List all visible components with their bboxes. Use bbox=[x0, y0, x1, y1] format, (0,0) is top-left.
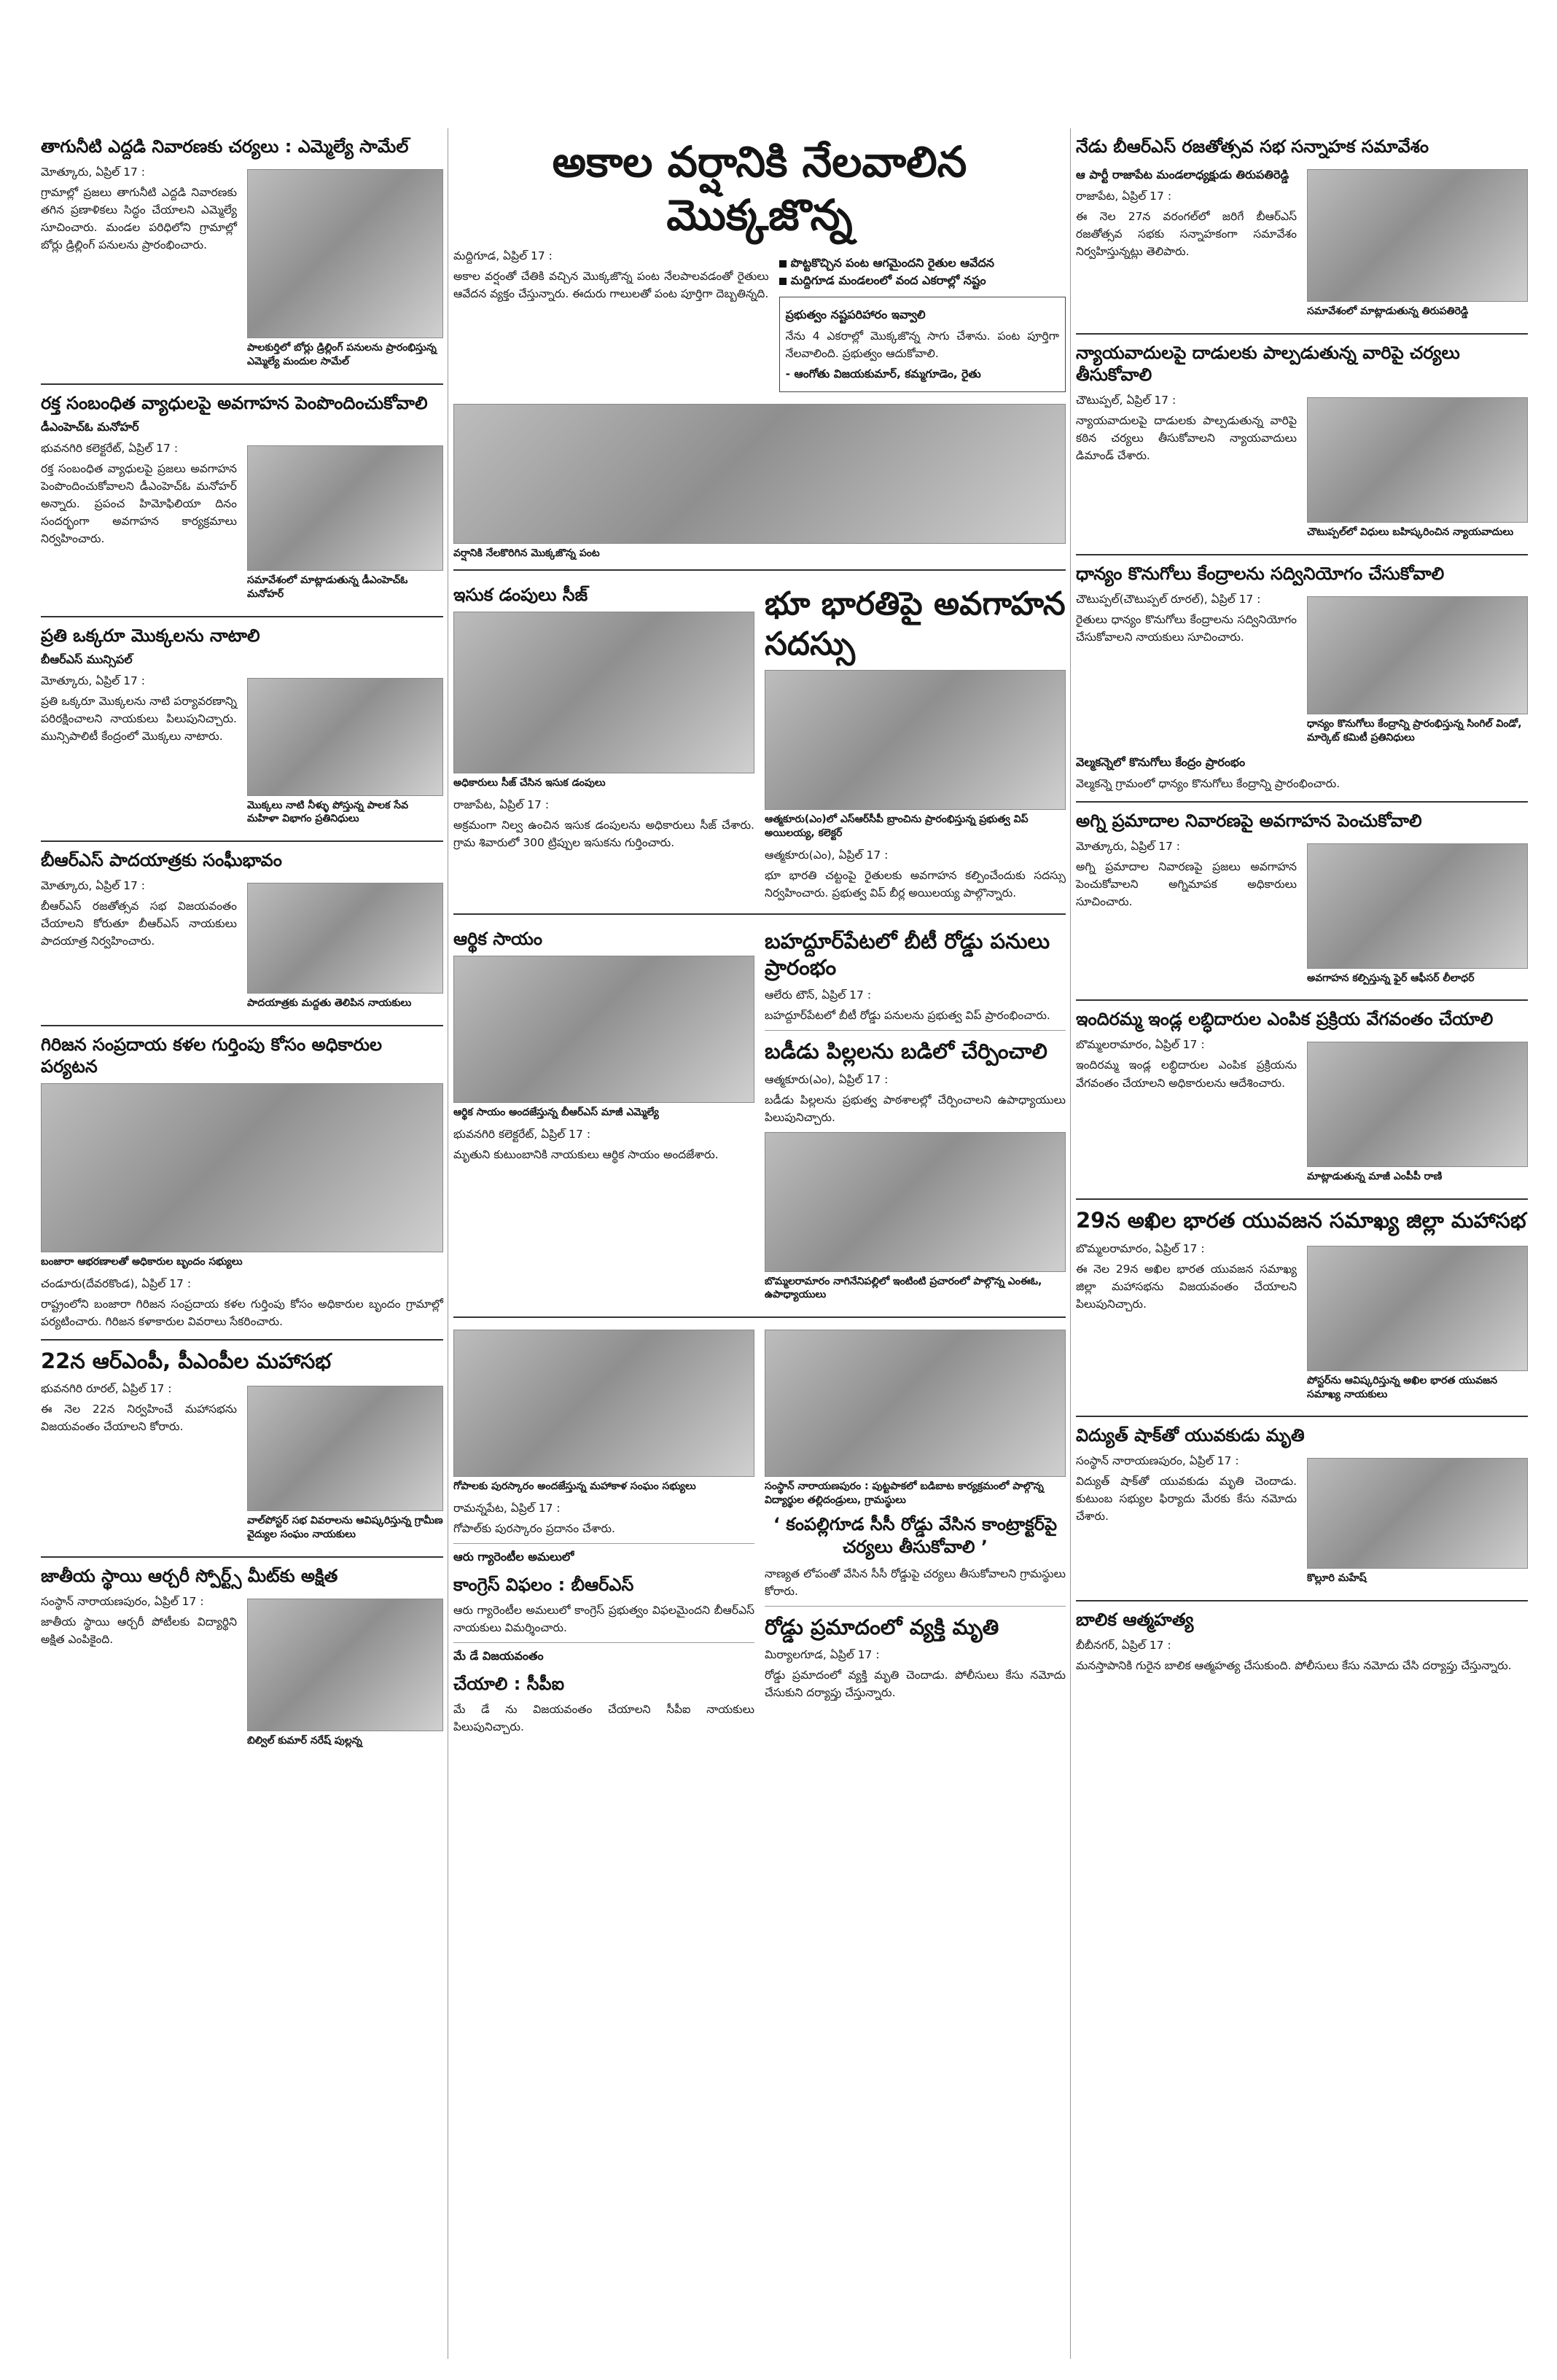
photo-caption: పాదయాత్రకు మద్దతు తెలిపిన నాయకులు bbox=[247, 997, 412, 1010]
headline: బహద్దూర్‌పేటలో బీటీ రోడ్డు పనులు ప్రారంభం bbox=[765, 928, 1050, 980]
article-grain-purchase bbox=[1076, 563, 1528, 792]
article-body: ప్రతి ఒక్కరూ మొక్కలను నాటి పర్యావరణాన్ని పరిరక్షించాలని నాయకులు పిలుపునిచ్చారు. మున్సిపాలిటీ కేంద్రంలో మొక్కలు నాటారు. bbox=[41, 694, 237, 743]
farmer-quote-box bbox=[779, 297, 1066, 392]
highlight-points bbox=[779, 254, 1066, 289]
dateline: ఆత్మకూరు(ఎం), ఏప్రిల్ 17 : bbox=[765, 848, 889, 862]
news-photo bbox=[1307, 397, 1528, 523]
headline: అగ్ని ప్రమాదాల నివారణపై అవగాహన పెంచుకోవాలి bbox=[1076, 810, 1422, 831]
dateline: భువనగిరి కలెక్టరేట్, ఏప్రిల్ 17 : bbox=[41, 441, 179, 455]
dateline: బొమ్మలరామారం, ఏప్రిల్ 17 : bbox=[1076, 1038, 1205, 1052]
headline: చేయాలి : సీపీఐ bbox=[453, 1674, 565, 1695]
photo-caption: కొల్లూరి మహేష్ bbox=[1307, 1572, 1367, 1585]
article-plant-trees bbox=[41, 625, 443, 832]
headline: రక్త సంబంధిత వ్యాధులపై అవగాహన పెంపొందించుకోవాలి bbox=[41, 392, 428, 413]
dateline: మోత్కూరు, ఏప్రిల్ 17 : bbox=[41, 165, 146, 179]
dateline: సంస్థాన్ నారాయణపురం, ఏప్రిల్ 17 : bbox=[1076, 1454, 1239, 1468]
article-advocates bbox=[1076, 342, 1528, 545]
article-body: ఇందిరమ్మ ఇండ్ల లబ్ధిదారుల ఎంపిక ప్రక్రియను వేగవంతం చేయాలని అధికారులను ఆదేశించారు. bbox=[1076, 1058, 1297, 1090]
news-photo bbox=[453, 404, 1066, 544]
headline: భూ భారతిపై అవగాహన సదస్సు bbox=[765, 585, 1066, 663]
headline: న్యాయవాదులపై దాడులకు పాల్పడుతున్న వారిపై చర్యలు తీసుకోవాలి bbox=[1076, 342, 1460, 385]
article-financial-help bbox=[453, 921, 754, 1308]
headline: ప్రతి ఒక్కరూ మొక్కలను నాటాలి bbox=[41, 625, 260, 646]
headline: 29న అఖిల భారత యువజన సమాఖ్య జిల్లా మహాసభ bbox=[1076, 1208, 1526, 1233]
article-archery bbox=[41, 1565, 443, 1754]
photo-caption: బొమ్మలరామారం నాగినేనిపల్లిలో ఇంటింటి ప్రచారంలో పాల్గొన్న ఎంఈఓ, ఉపాధ్యాయులు bbox=[765, 1275, 1042, 1301]
article-body: బడీడు పిల్లలను ప్రభుత్వ పాఠశాలల్లో చేర్పించాలని ఉపాధ్యాయులు పిలుపునిచ్చారు. bbox=[765, 1093, 1066, 1124]
photo-caption: వాల్‌పోస్టర్ సభ వివరాలను ఆవిష్కరిస్తున్న గ్రామీణ వైద్యుల సంఘం నాయకులు bbox=[247, 1515, 443, 1541]
dateline: రాజాపేట, ఏప్రిల్ 17 : bbox=[453, 797, 550, 811]
headline: కాంగ్రెస్ విఫలం : బీఆర్ఎస్ bbox=[453, 1575, 634, 1596]
headline: బడీడు పిల్లలను బడిలో చేర్పించాలి bbox=[765, 1039, 1047, 1064]
article-gopal-award bbox=[453, 1324, 754, 1739]
news-photo bbox=[1307, 1458, 1528, 1569]
article-body: బహద్దూర్‌పేటలో బీటీ రోడ్డు పనులను ప్రభుత్వ విప్ ప్రారంభించారు. bbox=[765, 1009, 1050, 1023]
news-photo bbox=[41, 1083, 443, 1252]
news-photo bbox=[247, 1599, 443, 1731]
article-body: రక్త సంబంధిత వ్యాధులపై ప్రజలు అవగాహన పెంపొందించుకోవాలని డీఎంహెచ్ఓ మనోహర్ అన్నారు. ప్రపంచ హిమోఫిలియా దినం సందర్భంగా అవగాహన కార్యక్రమాలు నిర్వహించారు. bbox=[41, 461, 237, 545]
bullet-icon bbox=[779, 260, 787, 268]
photo-caption: ధాన్యం కొనుగోలు కేంద్రాన్ని ప్రారంభిస్తున్న సింగిల్ విండో, మార్కెట్ కమిటీ ప్రతినిధులు bbox=[1307, 717, 1522, 744]
photo-caption: ఆత్మకూరు(ఎం)లో ఎస్ఆర్‌సీపీ బ్రాంచిను ప్రారంభిస్తున్న ప్రభుత్వ విప్ అయిలయ్య, కలెక్టర్ bbox=[765, 813, 1029, 839]
headline: ఆర్థిక సాయం bbox=[453, 928, 543, 949]
photo-caption: పాలకుర్తిలో బోర్లు డ్రిల్లింగ్ పనులను ప్రారంభిస్తున్న ఎమ్మెల్యే మందుల సామేల్ bbox=[247, 342, 437, 367]
headline: తాగునీటి ఎద్దడి నివారణకు చర్యలు : ఎమ్మెల్యే సామేల్ bbox=[41, 136, 409, 157]
center-row-4 bbox=[453, 1324, 1066, 1739]
photo-caption: మొక్కలు నాటి నీళ్ళు పోస్తున్న పాలక సేవ మహిళా విభాగం ప్రతినిధులు bbox=[247, 799, 409, 825]
article-electric-shock bbox=[1076, 1424, 1528, 1591]
left-column bbox=[41, 128, 443, 1754]
article-rmp-meeting bbox=[41, 1348, 443, 1548]
headline: ఇందిరమ్మ ఇండ్ల లబ్ధిదారుల ఎంపిక ప్రక్రియ వేగవంతం చేయాలి bbox=[1076, 1009, 1494, 1030]
article-body: మనస్తాపానికి గురైన బాలిక ఆత్మహత్య చేసుకుంది. పోలీసులు కేసు నమోదు చేసి దర్యాప్తు చేస్తున్నారు. bbox=[1076, 1659, 1512, 1673]
dateline: మోత్కూరు, ఏప్రిల్ 17 : bbox=[41, 879, 146, 893]
headline: రోడ్డు ప్రమాదంలో వ్యక్తి మృతి bbox=[765, 1614, 999, 1639]
photo-caption: చౌటుప్పల్‌లో విధులు బహిష్కరించిన న్యాయవాదులు bbox=[1307, 526, 1514, 538]
news-photo bbox=[1307, 1042, 1528, 1167]
article-body: అక్రమంగా నిల్వ ఉంచిన ఇసుక డంపులను అధికారులు సీజ్ చేశారు. గ్రామ శివారులో 300 ట్రిప్పుల ఇసుకను గుర్తించారు. bbox=[453, 818, 754, 849]
center-row-2 bbox=[453, 577, 1066, 905]
article-sansthan bbox=[765, 1324, 1066, 1739]
subheading: ప్రభుత్వం నష్టపరిహారం ఇవ్వాలి bbox=[785, 308, 926, 321]
dateline: చౌటుప్పల్, ఏప్రిల్ 17 : bbox=[1076, 393, 1176, 407]
column-divider bbox=[1070, 128, 1071, 2359]
lead-article-maize bbox=[453, 136, 1066, 561]
article-body: భూ భారతి చట్టంపై రైతులకు అవగాహన కల్పించేందుకు సదస్సు నిర్వహించారు. ప్రభుత్వ విప్ బీర్ల అయిలయ్య పాల్గొన్నారు. bbox=[765, 868, 1066, 900]
news-photo bbox=[247, 445, 443, 571]
article-body: న్యాయవాదులపై దాడులకు పాల్పడుతున్న వారిపై కఠిన చర్యలు తీసుకోవాలని న్యాయవాదులు డిమాండ్ చేశారు. bbox=[1076, 413, 1297, 462]
headline: నేడు బీఆర్ఎస్ రజతోత్సవ సభ సన్నాహక సమావేశం bbox=[1076, 136, 1429, 157]
article-body: వెల్మకన్నె గ్రామంలో ధాన్యం కొనుగోలు కేంద్రాన్ని ప్రారంభించారు. bbox=[1076, 776, 1341, 790]
photo-caption: అధికారులు సీజ్ చేసిన ఇసుక డంపులు bbox=[453, 776, 606, 789]
dateline: రామన్నపేట, ఏప్రిల్ 17 : bbox=[453, 1502, 561, 1515]
news-photo bbox=[1307, 596, 1528, 714]
article-girl-suicide bbox=[1076, 1609, 1528, 1674]
dateline: ఆలేరు టౌన్, ఏప్రిల్ 17 : bbox=[765, 988, 872, 1002]
center-row-3 bbox=[453, 921, 1066, 1308]
article-body: మృతుని కుటుంబానికి నాయకులు ఆర్థిక సాయం అందజేశారు. bbox=[453, 1147, 719, 1161]
article-body: గోపాల్‌కు పురస్కారం ప్రదానం చేశారు. bbox=[453, 1522, 615, 1536]
headline: 22న ఆర్ఎంపీ, పీఎంపీల మహాసభ bbox=[41, 1349, 332, 1374]
dateline: మోత్కూరు, ఏప్రిల్ 17 : bbox=[1076, 839, 1181, 853]
headline: విద్యుత్ షాక్‌తో యువకుడు మృతి bbox=[1076, 1425, 1305, 1446]
article-brs-padayatra bbox=[41, 849, 443, 1016]
article-body: నాణ్యత లోపంతో వేసిన సీసీ రోడ్డుపై చర్యలు తీసుకోవాలని గ్రామస్థులు కోరారు. bbox=[765, 1566, 1066, 1598]
article-indiramma-houses bbox=[1076, 1008, 1528, 1190]
article-tribal-arts bbox=[41, 1034, 443, 1330]
headline: జాతీయ స్థాయి ఆర్చరీ స్పోర్ట్స్ మీట్‌కు అక్షిత bbox=[41, 1566, 338, 1587]
article-sand-seized bbox=[453, 577, 754, 905]
dateline: బొమ్మలరామారం, ఏప్రిల్ 17 : bbox=[1076, 1241, 1205, 1255]
article-body: బీఆర్ఎస్ రజతోత్సవ సభ విజయవంతం చేయాలని కోరుతూ బీఆర్ఎస్ నాయకులు పాదయాత్ర నిర్వహించారు. bbox=[41, 900, 237, 948]
headline: బీఆర్ఎస్ పాదయాత్రకు సంఘీభావం bbox=[41, 850, 282, 871]
news-photo bbox=[247, 678, 443, 796]
news-photo bbox=[1307, 1246, 1528, 1371]
news-photo bbox=[247, 883, 443, 994]
article-body: ఈ నెల 29న అఖిల భారత యువజన సమాఖ్య జిల్లా మహాసభను విజయవంతం చేయాలని పిలుపునిచ్చారు. bbox=[1076, 1262, 1297, 1311]
article-water-scarcity bbox=[41, 136, 443, 375]
photo-caption: సంస్థాన్ నారాయణపురం : పుట్టపాకలో బడిబాట కార్యక్రమంలో పాల్గొన్న విద్యార్థుల తల్లిదండ్రులు, గ్రామస్థులు bbox=[765, 1480, 1044, 1507]
article-body: రోడ్డు ప్రమాదంలో వ్యక్తి మృతి చెందాడు. పోలీసులు కేసు నమోదు చేసుకుని దర్యాప్తు చేస్తున్నారు. bbox=[765, 1668, 1066, 1699]
dateline: బీబీనగర్, ఏప్రిల్ 17 : bbox=[1076, 1639, 1171, 1653]
photo-caption: వర్షానికి నేలకొరిగిన మొక్కజొన్న పంట bbox=[453, 547, 600, 560]
photo-caption: సమావేశంలో మాట్లాడుతున్న తిరుపతిరెడ్డి bbox=[1307, 305, 1469, 317]
photo-caption: మాట్లాడుతున్న మాజీ ఎంపీపీ రాణి bbox=[1307, 1171, 1443, 1183]
article-body: గ్రామాల్లో ప్రజలు తాగునీటి ఎద్దడి నివారణకు తగిన ప్రణాళికలు సిద్ధం చేయాలని ఎమ్మెల్యే సూచించారు. మండల పరిధిలోని గ్రామాల్లో బోర్లు డ్రిల్లింగ్ పనులను ప్రారంభించారు. bbox=[41, 186, 237, 252]
byline: డీఎంహెచ్ఓ మనోహర్ bbox=[41, 419, 139, 434]
photo-caption: గోపాలకు పురస్కారం అందజేస్తున్న మహాకాళ సంఘం సభ్యులు bbox=[453, 1480, 696, 1493]
dateline: మిర్యాలగూడ, ఏప్రిల్ 17 : bbox=[765, 1647, 880, 1661]
byline: బీఆర్ఎస్ మున్సిపల్ bbox=[41, 652, 133, 666]
article-body: ఈ నెల 22న నిర్వహించే మహాసభను విజయవంతం చేయాలని కోరారు. bbox=[41, 1402, 237, 1434]
dateline: మోత్కూరు, ఏప్రిల్ 17 : bbox=[41, 674, 146, 687]
dateline: రాజాపేట, ఏప్రిల్ 17 : bbox=[1076, 190, 1172, 203]
article-body: జాతీయ స్థాయి ఆర్చరీ పోటీలకు విద్యార్థిని అక్షిత ఎంపికైంది. bbox=[41, 1615, 237, 1647]
highlight-point: పొట్టకొచ్చిన పంట ఆగమైందని రైతుల ఆవేదన bbox=[790, 256, 994, 270]
photo-caption: బిల్విల్ కుమార్ నరేష్ పుల్లన్న bbox=[247, 1735, 362, 1747]
news-photo bbox=[1307, 843, 1528, 969]
subheading: ఆరు గ్యారెంటీల అమలులో bbox=[453, 1550, 574, 1564]
article-body: ఆరు గ్యారెంటీల అమలులో కాంగ్రెస్ ప్రభుత్వం విఫలమైందని బీఆర్ఎస్ నాయకులు విమర్శించారు. bbox=[453, 1604, 754, 1635]
news-photo bbox=[453, 1330, 754, 1477]
article-body: రైతులు ధాన్యం కొనుగోలు కేంద్రాలను సద్వినియోగం చేసుకోవాలని నాయకులు సూచించారు. bbox=[1076, 612, 1297, 644]
article-blood-disorders bbox=[41, 392, 443, 607]
photo-caption: బంజారా ఆభరణాలతో అధికారుల బృందం సభ్యులు bbox=[41, 1256, 243, 1268]
dateline: సంస్థాన్ నారాయణపురం, ఏప్రిల్ 17 : bbox=[41, 1595, 204, 1609]
photo-caption: సమావేశంలో మాట్లాడుతున్న డీఎంహెచ్ఓ మనోహర్ bbox=[247, 574, 408, 600]
right-column bbox=[1076, 128, 1528, 1677]
photo-caption: అవగాహన కల్పిస్తున్న ఫైర్ ఆఫీసర్ లీలాధర్ bbox=[1307, 972, 1475, 984]
news-photo bbox=[247, 1386, 443, 1511]
dateline: చండూరు(దేవరకొండ), ఏప్రిల్ 17 : bbox=[41, 1277, 192, 1291]
article-body: అకాల వర్షంతో చేతికి వచ్చిన మొక్కజొన్న పంట నేలపాలవడంతో రైతులు ఆవేదన వ్యక్తం చేస్తున్నారు. ఈదురు గాలులతో పంట పూర్తిగా దెబ్బతిన్నది. bbox=[453, 270, 769, 301]
dateline: మద్దిగూడ, ఏప్రిల్ 17 : bbox=[453, 249, 553, 262]
highlight-point: మద్దిగూడ మండలంలో వంద ఎకరాల్లో నష్టం bbox=[790, 273, 986, 287]
headline: బాలిక ఆత్మహత్య bbox=[1076, 1610, 1194, 1631]
news-photo bbox=[765, 1330, 1066, 1477]
quote-body: నేను 4 ఎకరాల్లో మొక్కజొన్న సాగు చేశాను. పంట పూర్తిగా నేలవాలింది. ప్రభుత్వం ఆదుకోవాలి. bbox=[785, 329, 1059, 361]
article-fire-safety bbox=[1076, 810, 1528, 991]
dateline: భువనగిరి కలెక్టరేట్, ఏప్రిల్ 17 : bbox=[453, 1127, 591, 1141]
byline: ఆ పార్టీ రాజాపేట మండలాధ్యక్షుడు తిరుపతిరెడ్డి bbox=[1076, 168, 1289, 182]
lead-headline: అకాల వర్షానికి నేలవాలిన మొక్కజొన్న bbox=[552, 137, 967, 240]
article-youth-federation bbox=[1076, 1207, 1528, 1407]
news-photo bbox=[247, 169, 443, 338]
headline: గిరిజన సంప్రదాయ కళల గుర్తింపు కోసం అధికారుల పర్యటన bbox=[41, 1034, 383, 1077]
article-body: మే డే ను విజయవంతం చేయాలని సీపీఐ నాయకులు పిలుపునిచ్చారు. bbox=[453, 1703, 754, 1734]
photo-caption: పోస్టర్‌ను ఆవిష్కరిస్తున్న అఖిల భారత యువజన సమాఖ్య నాయకులు bbox=[1307, 1374, 1498, 1400]
dateline: భువనగిరి రూరల్, ఏప్రిల్ 17 : bbox=[41, 1382, 172, 1396]
dateline: చౌటుప్పల్(చౌటుప్పల్ రూరల్), ఏప్రిల్ 17 : bbox=[1076, 592, 1261, 606]
article-bhu-bharathi bbox=[765, 577, 1066, 905]
subheading: మే డే విజయవంతం bbox=[453, 1649, 544, 1663]
quote-attribution: - ఆంగోతు విజయకుమార్, కమ్మగూడెం, రైతు bbox=[785, 367, 981, 381]
pull-quote: ‘ కంపల్లిగూడ సీసీ రోడ్డు వేసిన కాంట్రాక్టర్‌పై చర్యలు తీసుకోవాలి ’ bbox=[773, 1514, 1058, 1558]
article-brs-meeting bbox=[1076, 136, 1528, 324]
bullet-icon bbox=[779, 278, 787, 285]
subheading: వెల్మకన్నెలో కొనుగోలు కేంద్రం ప్రారంభం bbox=[1076, 754, 1246, 769]
headline: ధాన్యం కొనుగోలు కేంద్రాలను సద్వినియోగం చేసుకోవాలి bbox=[1076, 563, 1445, 584]
center-column-top bbox=[453, 128, 1066, 1739]
article-body: విద్యుత్ షాక్‌తో యువకుడు మృతి చెందాడు. కుటుంబ సభ్యుల ఫిర్యాదు మేరకు కేసు నమోదు చేశారు. bbox=[1076, 1475, 1297, 1523]
news-photo bbox=[1307, 169, 1528, 302]
news-photo bbox=[765, 1132, 1066, 1272]
article-body: రాష్ట్రంలోని బంజారా గిరిజన సంప్రదాయ కళల గుర్తింపు కోసం అధికారుల బృందం గ్రామాల్లో పర్యటించారు. గిరిజన కళాకారుల వివరాలు సేకరించారు. bbox=[41, 1298, 443, 1329]
dateline: ఆత్మకూరు(ఎం), ఏప్రిల్ 17 : bbox=[765, 1072, 889, 1086]
article-bt-road bbox=[765, 921, 1066, 1308]
article-body: అగ్ని ప్రమాదాల నివారణపై ప్రజలు అవగాహన పెంచుకోవాలని అగ్నిమాపక అధికారులు సూచించారు. bbox=[1076, 859, 1297, 908]
photo-caption: ఆర్థిక సాయం అందజేస్తున్న బీఆర్ఎస్ మాజీ ఎమ్మెల్యే bbox=[453, 1106, 659, 1118]
news-photo bbox=[765, 670, 1066, 810]
news-photo bbox=[453, 612, 754, 773]
headline: ఇసుక డంపులు సీజ్ bbox=[453, 584, 588, 605]
article-body: ఈ నెల 27న వరంగల్‌లో జరిగే బీఆర్ఎస్ రజతోత్సవ సభకు సన్నాహకంగా సమావేశం నిర్వహిస్తున్నట్లు తెలిపారు. bbox=[1076, 210, 1297, 259]
news-photo bbox=[453, 956, 754, 1103]
